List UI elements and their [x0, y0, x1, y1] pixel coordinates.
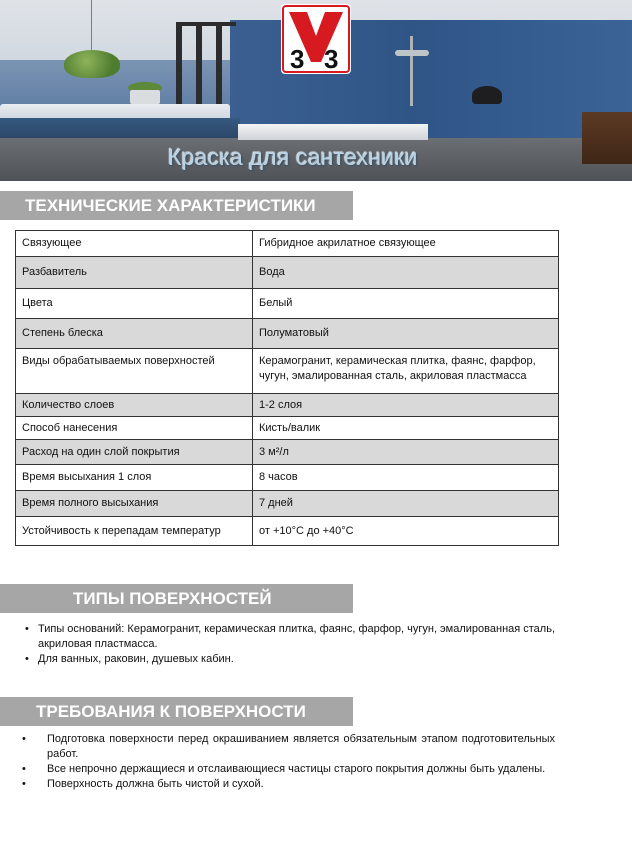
spec-label: Количество слоев	[16, 394, 253, 417]
spec-value: Гибридное акрилатное связующее	[253, 231, 559, 257]
hanging-plant	[64, 50, 120, 78]
table-row	[16, 465, 559, 491]
spec-label: Расход на один слой покрытия	[16, 440, 253, 465]
bullet-icon: •	[25, 653, 29, 665]
page-title: Краска для сантехники	[168, 144, 418, 170]
list-item	[22, 732, 555, 762]
table-row	[16, 517, 559, 546]
spec-value: 8 часов	[253, 465, 559, 491]
brand-logo	[281, 4, 351, 74]
table-row	[16, 349, 559, 394]
list-item	[25, 622, 555, 652]
glass-partition-top	[176, 22, 236, 26]
spec-value: Вода	[253, 257, 559, 289]
requirements-list	[22, 732, 555, 792]
spec-label: Связующее	[16, 231, 253, 257]
bullet-icon: •	[22, 778, 26, 790]
spec-value: 3 м²/л	[253, 440, 559, 465]
list-item-text: Поверхность должна быть чистой и сухой.	[47, 778, 264, 790]
table-row	[16, 417, 559, 440]
spec-value: 7 дней	[253, 491, 559, 517]
specs-table	[15, 230, 559, 546]
list-item	[22, 777, 555, 792]
table-row	[16, 440, 559, 465]
section-header-specs: ТЕХНИЧЕСКИЕ ХАРАКТЕРИСТИКИ	[0, 191, 353, 220]
spec-label: Цвета	[16, 289, 253, 319]
table-row	[16, 394, 559, 417]
surfaces-list	[25, 622, 555, 667]
shower-head	[395, 50, 429, 56]
bullet-icon: •	[22, 733, 26, 745]
section-header-requirements: ТРЕБОВАНИЯ К ПОВЕРХНОСТИ	[0, 697, 353, 726]
spec-value: Керамогранит, керамическая плитка, фаянс, фарфор, чугун, эмалированная сталь, акриловая пластмасса	[253, 349, 559, 394]
list-item	[22, 762, 555, 777]
svg-text:3: 3	[290, 44, 305, 74]
spec-label: Виды обрабатываемых поверхностей	[16, 349, 253, 394]
table-row	[16, 257, 559, 289]
table-row	[16, 319, 559, 349]
list-item-text: Для ванных, раковин, душевых кабин.	[38, 653, 234, 665]
list-item	[25, 652, 555, 667]
spec-value: от +10°С до +40°С	[253, 517, 559, 546]
spec-label: Время полного высыхания	[16, 491, 253, 517]
svg-text:3: 3	[324, 44, 339, 74]
wooden-cabinet	[582, 112, 632, 164]
shower-tray	[238, 124, 428, 140]
shower-pipe	[410, 36, 413, 106]
plant-pot	[130, 90, 160, 104]
v33-logo-icon	[281, 4, 351, 74]
bullet-icon: •	[22, 763, 26, 775]
list-item-text: Типы оснований: Керамогранит, керамическая плитка, фаянс, фарфор, чугун, эмалированная сталь, акриловая пластмасса.	[38, 623, 556, 650]
spec-label: Разбавитель	[16, 257, 253, 289]
spec-value: Полуматовый	[253, 319, 559, 349]
spec-value: Белый	[253, 289, 559, 319]
spec-value: 1-2 слоя	[253, 394, 559, 417]
list-item-text: Подготовка поверхности перед окрашиванием является обязательным этапом подготовительных работ.	[47, 733, 555, 760]
hero-banner	[0, 0, 632, 181]
section-header-surfaces: ТИПЫ ПОВЕРХНОСТЕЙ	[0, 584, 353, 613]
table-row	[16, 289, 559, 319]
table-row	[16, 491, 559, 517]
bathtub-panel	[0, 118, 240, 140]
spec-label: Способ нанесения	[16, 417, 253, 440]
wall-lamp	[472, 86, 502, 104]
bullet-icon: •	[25, 623, 29, 635]
list-item-text: Все непрочно держащиеся и отслаивающиеся частицы старого покрытия должны быть удалены.	[47, 763, 546, 775]
spec-value: Кисть/валик	[253, 417, 559, 440]
spec-label: Степень блеска	[16, 319, 253, 349]
spec-label: Устойчивость к перепадам температур	[16, 517, 253, 546]
plant-rope	[91, 0, 92, 52]
spec-label: Время высыхания 1 слоя	[16, 465, 253, 491]
table-row	[16, 231, 559, 257]
